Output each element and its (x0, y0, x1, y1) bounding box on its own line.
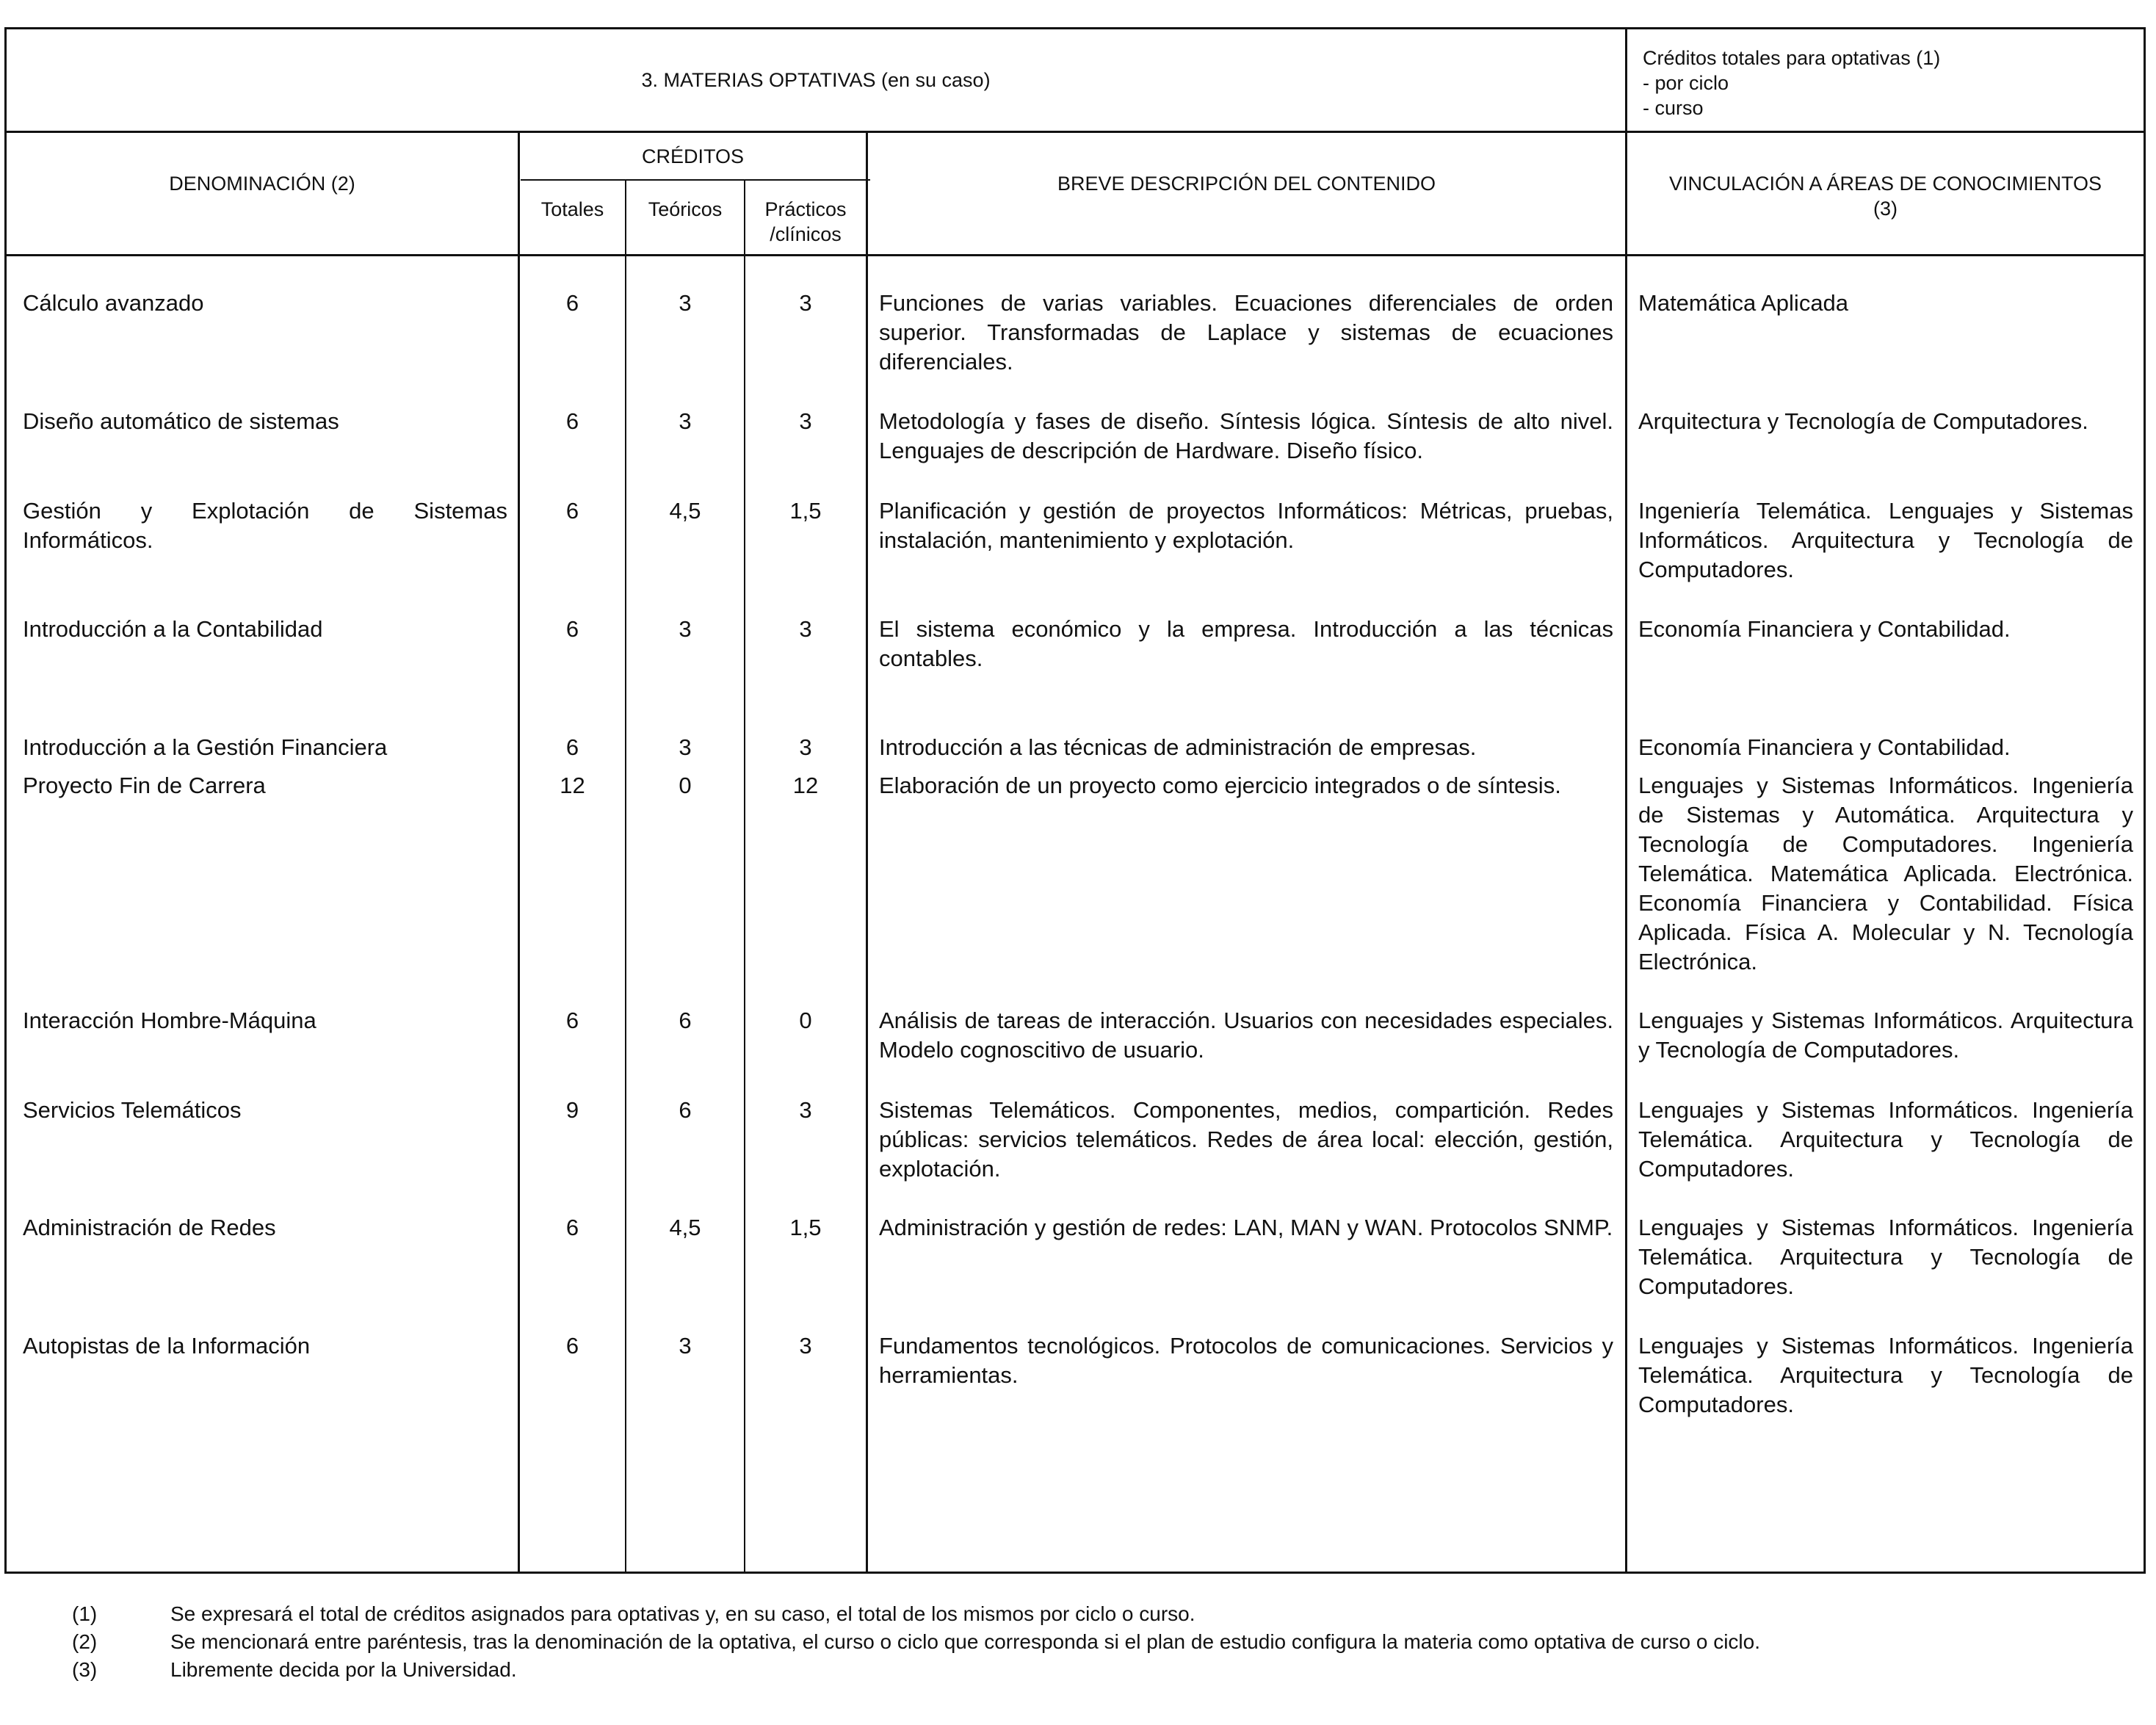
row-vinculacion: Lenguajes y Sistemas Informáticos. Ingeniería de Sistemas y Automática. Arquitectura y Tecnología de Computadores. Ingeniería Telemática. Matemática Aplicada. Electrónica. Economía Financiera y Contabilidad. Física Aplicada. Física A. Molecular y N. Tecnología Electrónica. (1638, 773, 2133, 974)
row-totales: 9 (565, 1097, 579, 1123)
footnote-mark: (1) (72, 1602, 98, 1625)
row-descripcion: Fundamentos tecnológicos. Protocolos de comunicaciones. Servicios y herramientas. (879, 1333, 1613, 1388)
credits-info-line: - por ciclo (1643, 72, 1729, 94)
row-practicos: 3 (799, 616, 812, 642)
row-vinculacion: Lenguajes y Sistemas Informáticos. Ingeniería Telemática. Arquitectura y Tecnología de Computadores. (1638, 1097, 2133, 1182)
row-totales: 6 (565, 1008, 579, 1033)
row-name: Introducción a la Gestión Financiera (23, 734, 388, 760)
row-practicos: 3 (799, 1333, 812, 1359)
optativas-table (4, 27, 2146, 1574)
row-teoricos: 6 (679, 1097, 692, 1123)
row-practicos: 3 (799, 1097, 812, 1123)
row-descripcion: Funciones de varias variables. Ecuaciones diferenciales de orden superior. Transformadas de Laplace y sistemas de ecuaciones diferenciales. (879, 290, 1613, 375)
row-practicos: 1,5 (789, 498, 822, 524)
col-divider-totales (625, 179, 626, 1572)
row-vinculacion: Matemática Aplicada (1638, 290, 1849, 316)
footnote-mark: (2) (72, 1630, 98, 1653)
footnote (0, 1657, 2156, 1682)
row-teoricos: 3 (679, 1333, 692, 1359)
col-header-totales: Totales (540, 198, 604, 220)
row-teoricos: 3 (679, 734, 692, 760)
col-header-vinculacion-line: (3) (1873, 198, 1898, 220)
row-practicos: 12 (792, 773, 819, 798)
row-name: Introducción a la Contabilidad (23, 616, 323, 642)
row-totales: 6 (565, 498, 579, 524)
col-header-teoricos: Teóricos (648, 198, 723, 220)
col-divider-descripcion (1625, 29, 1627, 1572)
row-vinculacion: Lenguajes y Sistemas Informáticos. Arquitectura y Tecnología de Computadores. (1638, 1008, 2133, 1063)
row-teoricos: 3 (679, 616, 692, 642)
row-totales: 6 (565, 616, 579, 642)
footnote-text: Se expresará el total de créditos asignados para optativas y, en su caso, el total de los mismos por ciclo o curso. (170, 1602, 1195, 1625)
footnote (0, 1629, 2156, 1655)
row-vinculacion: Economía Financiera y Contabilidad. (1638, 616, 2011, 642)
col-header-vinculacion-line: VINCULACIÓN A ÁREAS DE CONOCIMIENTOS (1668, 173, 2102, 195)
footnote-text: Libremente decida por la Universidad. (170, 1658, 517, 1681)
row-descripcion: Elaboración de un proyecto como ejercicio integrados o de síntesis. (879, 773, 1561, 798)
row-name: Cálculo avanzado (23, 290, 204, 316)
row-teoricos: 0 (679, 773, 692, 798)
footnote-text: Se mencionará entre paréntesis, tras la denominación de la optativa, el curso o ciclo que corresponda si el plan de estudio configura la materia como optativa de curso o ciclo. (170, 1630, 1760, 1653)
row-name: Interacción Hombre-Máquina (23, 1008, 316, 1033)
credits-info (1643, 46, 2127, 120)
row-name: Gestión y Explotación de Sistemas Informáticos. (23, 498, 507, 553)
row-totales: 12 (560, 773, 585, 798)
section-title: 3. MATERIAS OPTATIVAS (en su caso) (641, 69, 991, 91)
col-header-practicos-line: /clínicos (770, 223, 842, 245)
row-vinculacion: Economía Financiera y Contabilidad. (1638, 734, 2011, 760)
row-vinculacion: Lenguajes y Sistemas Informáticos. Ingeniería Telemática. Arquitectura y Tecnología de Computadores. (1638, 1333, 2133, 1417)
col-header-practicos (745, 197, 866, 247)
row-totales: 6 (565, 290, 579, 316)
col-divider-practicos (866, 131, 868, 1572)
row-name: Servicios Telemáticos (23, 1097, 242, 1123)
row-practicos: 3 (799, 408, 812, 434)
row-teoricos: 3 (679, 408, 692, 434)
col-header-descripcion: BREVE DESCRIPCIÓN DEL CONTENIDO (1057, 173, 1436, 195)
footnote (0, 1601, 2156, 1627)
row-name: Administración de Redes (23, 1215, 276, 1240)
rule-below-title (7, 131, 2144, 133)
row-descripcion: Sistemas Telemáticos. Componentes, medios, compartición. Redes públicas: servicios telemáticos. Redes de área local: elección, gestión, explotación. (879, 1097, 1613, 1182)
col-header-vinculacion (1627, 171, 2144, 221)
footnote-mark: (3) (72, 1658, 98, 1681)
col-header-practicos-line: Prácticos (764, 198, 847, 220)
row-totales: 6 (565, 1215, 579, 1240)
row-teoricos: 3 (679, 290, 692, 316)
col-header-creditos: CRÉDITOS (641, 145, 745, 167)
row-vinculacion: Ingeniería Telemática. Lenguajes y Sistemas Informáticos. Arquitectura y Tecnología de Computadores. (1638, 498, 2133, 582)
rule-below-header (7, 254, 2144, 256)
row-descripcion: Introducción a las técnicas de administración de empresas. (879, 734, 1477, 760)
row-teoricos: 6 (679, 1008, 692, 1033)
row-practicos: 3 (799, 290, 812, 316)
row-vinculacion: Arquitectura y Tecnología de Computadores. (1638, 408, 2088, 434)
row-vinculacion: Lenguajes y Sistemas Informáticos. Ingeniería Telemática. Arquitectura y Tecnología de Computadores. (1638, 1215, 2133, 1299)
row-teoricos: 4,5 (669, 498, 701, 524)
row-descripcion: Administración y gestión de redes: LAN, MAN y WAN. Protocolos SNMP. (879, 1215, 1613, 1240)
row-descripcion: El sistema económico y la empresa. Introducción a las técnicas contables. (879, 616, 1613, 671)
row-name: Proyecto Fin de Carrera (23, 773, 266, 798)
row-name: Diseño automático de sistemas (23, 408, 339, 434)
row-descripcion: Planificación y gestión de proyectos Informáticos: Métricas, pruebas, instalación, mantenimiento y explotación. (879, 498, 1613, 553)
row-totales: 6 (565, 408, 579, 434)
row-totales: 6 (565, 734, 579, 760)
row-descripcion: Metodología y fases de diseño. Síntesis lógica. Síntesis de alto nivel. Lenguajes de descripción de Hardware. Diseño físico. (879, 408, 1613, 463)
row-practicos: 1,5 (789, 1215, 822, 1240)
row-teoricos: 4,5 (669, 1215, 701, 1240)
credits-info-line: Créditos totales para optativas (1) (1643, 47, 1941, 69)
row-name: Autopistas de la Información (23, 1333, 311, 1359)
col-header-denominacion: DENOMINACIÓN (2) (169, 173, 355, 195)
rule-below-creditos (521, 179, 870, 181)
row-practicos: 3 (799, 734, 812, 760)
row-descripcion: Análisis de tareas de interacción. Usuarios con necesidades especiales. Modelo cognoscitivo de usuario. (879, 1008, 1613, 1063)
col-divider-teoricos (744, 179, 745, 1572)
row-practicos: 0 (799, 1008, 812, 1033)
row-totales: 6 (565, 1333, 579, 1359)
credits-info-line: - curso (1643, 97, 1704, 119)
